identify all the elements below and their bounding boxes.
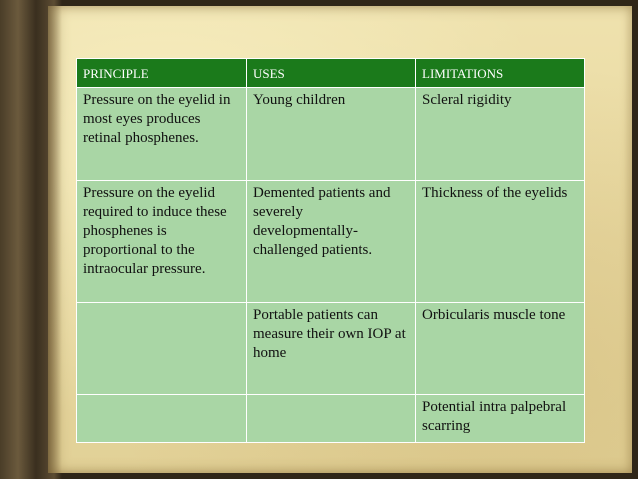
table-cell-limitations: Orbicularis muscle tone (416, 303, 585, 395)
table-cell-limitations: Thickness of the eyelids (416, 181, 585, 303)
table-row (77, 395, 585, 443)
table-cell-uses (247, 395, 416, 443)
page-gutter-shadow (48, 6, 62, 473)
table-cell-limitations: Scleral rigidity (416, 88, 585, 181)
header-limitations: LIMITATIONS (416, 59, 585, 88)
header-principle: PRINCIPLE (77, 59, 247, 88)
table-cell-principle (77, 395, 247, 443)
table-cell-principle (77, 303, 247, 395)
table-cell-principle: Pressure on the eyelid in most eyes produces retinal phosphenes. (77, 88, 247, 181)
table-cell-uses: Young children (247, 88, 416, 181)
table-row (77, 181, 585, 303)
principles-table (76, 58, 585, 443)
table-cell-principle: Pressure on the eyelid required to induce these phosphenes is proportional to the intraocular pressure. (77, 181, 247, 303)
header-uses: USES (247, 59, 416, 88)
table-cell-limitations: Potential intra palpebral scarring (416, 395, 585, 443)
table-cell-uses: Demented patients and severely developmentally-challenged patients. (247, 181, 416, 303)
table-header-row (77, 59, 585, 88)
table-row (77, 303, 585, 395)
table-cell-uses: Portable patients can measure their own IOP at home (247, 303, 416, 395)
table-row (77, 88, 585, 181)
